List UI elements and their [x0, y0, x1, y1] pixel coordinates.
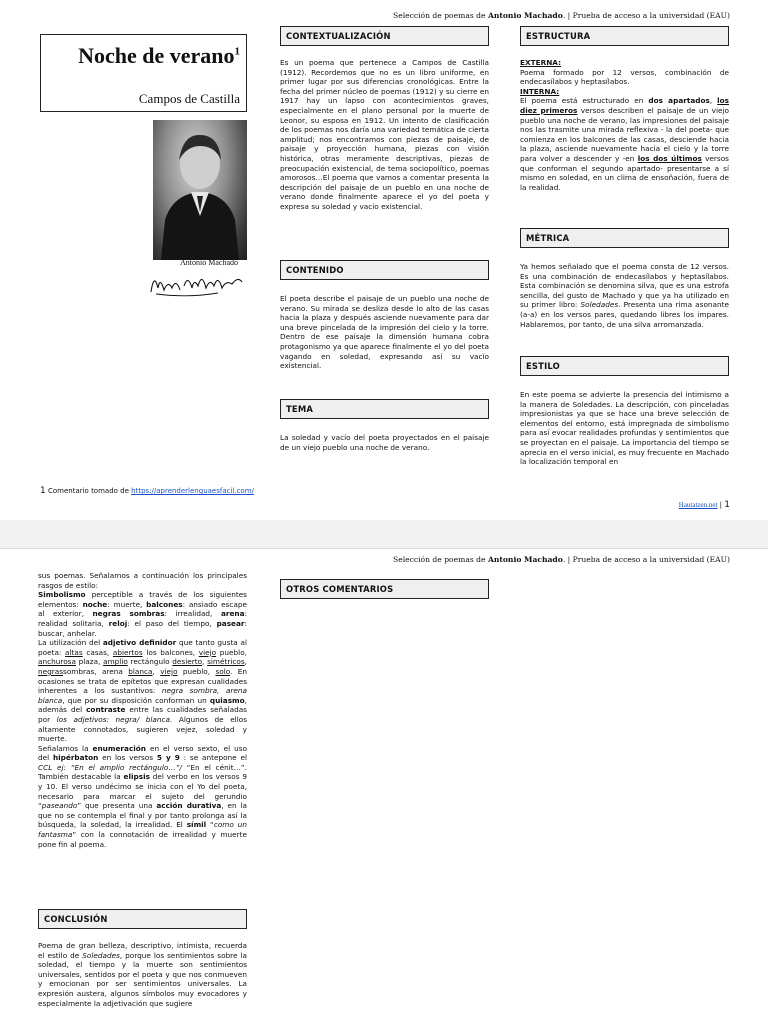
- contenido-text: El poeta describe el paisaje de un pueblo una noche de verano. Su mirada se desliza desde lo alto de las casas hacia la plaza y después asciende nuevamente para dar una breve pincelada de la impresión del cielo y la torre. Dentro de ese paisaje la dimensión humana cobra protagonismo ya que aparece finalmente el yo del poeta vagando en soledad, expresando así su vacío existencial.: [280, 294, 489, 371]
- section-heading-estructura: ESTRUCTURA: [520, 26, 729, 46]
- book-title: Campos de Castilla: [138, 91, 240, 106]
- page-2: [0, 548, 768, 1025]
- author-photo: [153, 120, 247, 260]
- page-1-footer: Hautatzen.net | 1: [678, 500, 730, 510]
- footnote-mark: 1: [234, 45, 240, 58]
- footer-link[interactable]: Hautatzen.net: [678, 501, 718, 509]
- tema-text: La soledad y vacío del poeta proyectados en el paisaje de un viejo pueblo una noche de verano.: [280, 433, 489, 452]
- footnote: 1 Comentario tomado de https://aprenderlenguaesfacil.com/: [40, 486, 254, 496]
- footnote-link[interactable]: https://aprenderlenguaesfacil.com/: [131, 487, 254, 495]
- section-heading-contenido: CONTENIDO: [280, 260, 489, 280]
- photo-caption: Antonio Machado: [180, 258, 238, 267]
- metrica-text: Ya hemos señalado que el poema consta de 12 versos. Es una combinación de endecasílabos y heptasílabos. Esta combinación se denomina silva, que es una estrofa sencilla, del gusto de Machado y que ya ha utilizado en su primer libro: Soledades. Presenta una rima asonante (a-a) en los versos pares, quedando libres los impares. Hablaremos, por tanto, de una silva arromanzada.: [520, 262, 729, 329]
- section-heading-contextualizacion: CONTEXTUALIZACIÓN: [280, 26, 489, 46]
- poem-title: Noche de verano$^1$: [78, 43, 240, 68]
- signature-image: [148, 266, 248, 304]
- running-header: Selección de poemas de Antonio Machado. | Prueba de acceso a la universidad (EAU): [393, 11, 730, 20]
- estructura-text: EXTERNA: Poema formado por 12 versos, combinación de endecasílabos y heptasílabos. INTERNA: El poema está estructurado en dos apartados, los diez primeros versos describen el paisaje de un viejo pueblo una noche de verano, las impresiones del paisaje nos las trasmite una mirada reflexiva - la del poeta- que comienza en los balcones de las casas, desciende hacia la plaza, asciende nuevamente hacia el cielo y la torre para volver a descender y -en los dos últimos versos que conforman el segundo apartado- presentarse a sí mismo en soledad, en un clima de ensoñación, fuera de la realidad.: [520, 58, 730, 192]
- page-gap: [0, 520, 768, 548]
- contextualizacion-text: Es un poema que pertenece a Campos de Castilla (1912). Recordemos que no es un libro uniforme, en primer lugar por sus diferencias cronológicas. Entre la fecha del primer núcleo de poemas (1912) y su cierre en 1917 hay un lapso con acontecimientos graves, especialmente en el plano personal por la muerte de Leonor, su esposa en 1912. Un intento de clasificación de los poemas nos daría una variedad temática de cierta amplitud; nos encontramos con piezas de paisaje, de paisaje y proyección humana, piezas con visión histórica, otras meramente descriptivas, piezas de preocupación existencial, de tema sociopolítico, poemas amorosos…El poema que vamos a comentar presenta la descripción del paisaje de un pueblo en una noche de verano donde finalmente aparece el yo del poeta y expresa su soledad y vacío existencial.: [280, 58, 489, 211]
- section-heading-tema: TEMA: [280, 399, 489, 419]
- running-header: Selección de poemas de Antonio Machado. | Prueba de acceso a la universidad (EAU): [393, 555, 730, 564]
- section-heading-metrica: MÉTRICA: [520, 228, 729, 248]
- section-heading-estilo: ESTILO: [520, 356, 729, 376]
- estilo-continuation-text: sus poemas. Señalamos a continuación los principales rasgos de estilo: Simbolismo perceptible a través de los siguientes elementos: noche: muerte, balcones: ansiado escape al exterior, negras sombras: irrealidad, arena: realidad solitaria, reloj: el paso del tiempo, pasear: buscar, anhelar. La utilización del adjetivo definidor que tanto gusta al poeta: altas casas, abiertos los balcones, viejo pueblo, anchurosa plaza, amplio rectángulo desierto, simétricos, negrassombras, arena blanca, viejo pueblo, solo. En ocasiones se trata de epítetos que expresan cualidades inherentes a los sustantivos: negra sombra, arena blanca, que por su disposición conforman un quiasmo, además del contraste entre las cualidades señaladas por los adjetivos: negra/ blanca. Algunos de ellos altamente connotados, sugieren vejez, soledad y muerte. Señalamos la enumeración en el verso sexto, el uso del hipérbaton en los versos 5 y 9 : se antepone el CCL ej: “En el amplio rectángulo…”/ “En el cénit…”. También destacable la elipsis del verbo en los versos 9 y 10. El verso undécimo se inicia con el Yo del poeta, necesario para marcar el sujeto del gerundio “paseando” que presenta una acción durativa, en la que no se contempla el final y por tanto prolonga así la búsqueda, la soledad, la irrealidad. El símil “como un fantasma” con la connotación de irrealidad y muerte pone fin al poema.: [38, 571, 248, 849]
- section-heading-conclusion: CONCLUSIÓN: [38, 909, 247, 929]
- section-heading-otros-comentarios: OTROS COMENTARIOS: [280, 579, 489, 599]
- estilo-text: En este poema se advierte la presencia del intimismo a la manera de Soledades. La descripción, con pinceladas impresionistas ya que se hace una breve selección de elementos del entorno, está impregnada de simbolismo para así evocar realidades profundas y sentimientos que se proyectan en el paisaje. La importancia del tiempo se aprecia en el verso inicial, es muy frecuente en Machado la localización temporal en: [520, 390, 729, 467]
- title-box: [40, 34, 247, 112]
- page-number: 1: [724, 500, 730, 510]
- conclusion-text: Poema de gran belleza, descriptivo, intimista, recuerda el estilo de Soledades, porque los sentimientos sobre la soledad, el tiempo y la muerte son sentimientos universales, sentidos por el poeta y que nos conmueven y emocionan por ser sentimientos universales. La expresión austera, algunos símbolos muy evocadores y especialmente la adjetivación que sugiere: [38, 941, 247, 1008]
